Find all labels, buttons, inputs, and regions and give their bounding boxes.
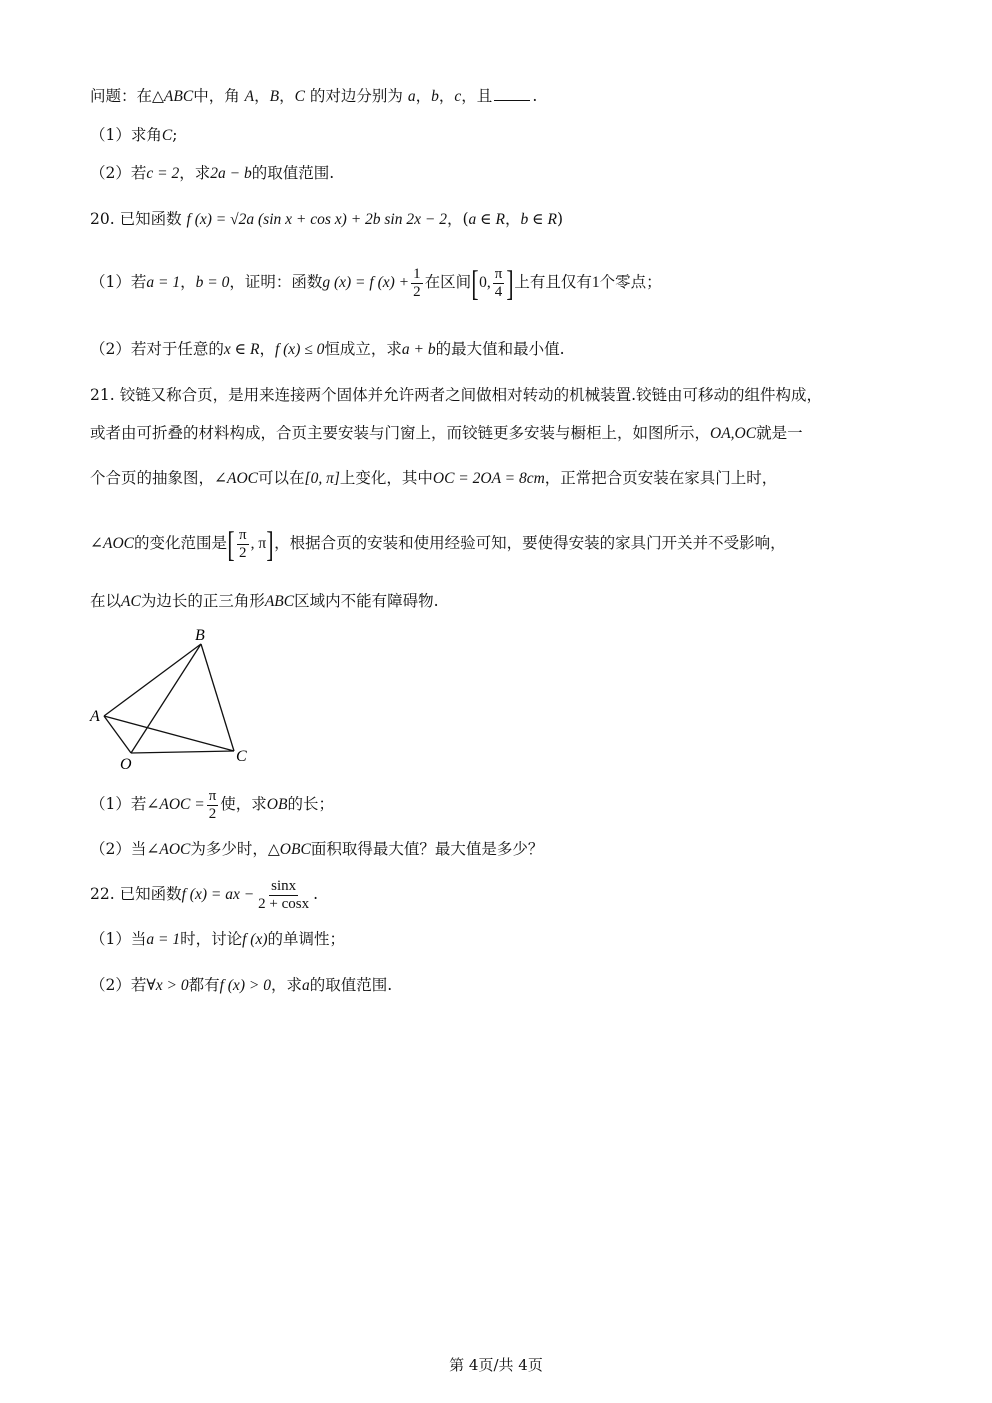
problem21-q1: （1）若∠AOC = $\frac{\pi}{2}$ 使，求OB的长； — [90, 787, 334, 822]
problem21-para5: 在以AC为边长的正三角形ABC区域内不能有障碍物. — [90, 592, 439, 610]
problem21-para1: 21. 铰链又称合页，是用来连接两个固体并允许两者之间做相对转动的机械装置.铰链由可移动的组件构成， — [90, 386, 823, 404]
label-O: O — [120, 756, 132, 772]
fraction-pi-over-2b: $\frac{\pi}{2}$ — [208, 787, 217, 822]
problem20-q1: （1）若a = 1，b = 0，证明：函数g (x) = f (x) + $\frac{1}{2}$ 在区间[0, $\frac{\pi}{4}$ ]上有且仅有1个零点； — [90, 263, 662, 303]
label-C: C — [236, 748, 247, 765]
problem21-para3: 个合页的抽象图，∠AOC可以在[0, π]上变化，其中OC = 2OA = 8cm，正常把合页安装在家具门上时， — [90, 469, 778, 487]
problem20-stem: 20. 已知函数 f (x) = √2a (sin x + cos x) + 2b sin 2x − 2，(a ∈ R，b ∈ R) — [90, 210, 563, 228]
label-B: B — [195, 627, 205, 644]
problem21-para4: ∠AOC的变化范围是[ $\frac{\pi}{2}$ , π]，根据合页的安装和使用经验可知，要使得安装的家具门开关并不受影响， — [90, 524, 786, 564]
problem20-q2: （2）若对于任意的x ∈ R，f (x) ≤ 0恒成立，求a + b的最大值和最小值. — [90, 340, 565, 358]
edge-AC — [104, 716, 234, 751]
label-A: A — [90, 708, 100, 725]
problem19-intro: 问题：在△ABC中，角 A，B，C 的对边分别为 a，b，c，且 . — [90, 84, 537, 108]
problem22-stem: 22. 已知函数f (x) = ax − $\frac{\sin x}{2 + \cos x}$ . — [90, 877, 319, 912]
fraction-one-half: $\frac{1}{2}$ — [413, 265, 421, 300]
answer-blank — [494, 84, 530, 101]
problem21-q2: （2）当∠AOC为多少时，△OBC面积取得最大值？最大值是多少？ — [90, 840, 544, 858]
problem22-q1: （1）当a = 1时，讨论f (x)的单调性； — [90, 930, 346, 948]
fraction-pi-over-2: $\frac{\pi}{2}$ — [239, 526, 247, 561]
problem19-q2: （2）若c = 2，求2a − b的取值范围. — [90, 164, 335, 182]
edge-OC — [131, 751, 234, 753]
problem21-para2: 或者由可折叠的材料构成，合页主要安装与门窗上，而铰链更多安装与橱柜上，如图所示，OA,OC就是一 — [90, 424, 803, 442]
page-footer: 第 4页/共 4页 — [449, 1356, 543, 1374]
fraction-sin-over-cos: $\frac{\sin x}{2 + \cos x}$ — [258, 877, 310, 912]
edge-OB — [131, 644, 201, 753]
hinge-diagram — [88, 622, 258, 772]
edge-AB — [104, 644, 201, 716]
edge-BC — [201, 644, 234, 751]
fraction-pi-over-4: $\frac{\pi}{4}$ — [494, 265, 503, 300]
problem22-q2: （2）若∀x > 0都有f (x) > 0，求a的取值范围. — [90, 976, 393, 994]
problem19-q1: （1）求角C; — [90, 126, 178, 144]
